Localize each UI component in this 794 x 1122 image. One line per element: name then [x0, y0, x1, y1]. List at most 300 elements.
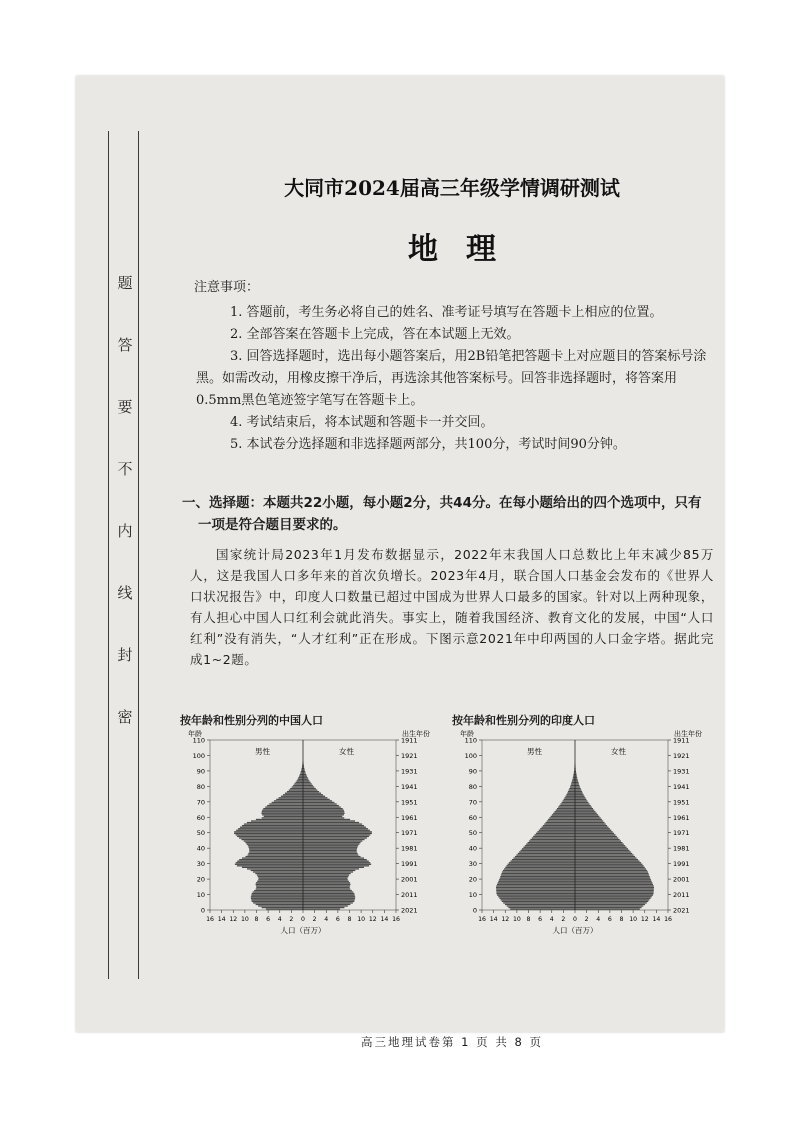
x-axis-label: 人口（百万） — [280, 926, 326, 935]
female-bar — [303, 895, 355, 896]
age-tick-label: 90 — [196, 767, 205, 776]
male-bar — [546, 822, 575, 823]
female-bar — [303, 774, 306, 775]
female-bar — [575, 871, 648, 872]
question-passage: 国家统计局2023年1月发布数据显示，2022年末我国人口总数比上年末减少85万人，这是我国人口多年来的首次负增长。2023年4月，联合国人口基金会发布的《世界人口状况报告》中，印度人口数量已超过中国成为世界人口最多的国家。针对以上两种现象，有人担心中国人口红利会就此消失。事实上，随着我国经济、教育文化的发展，中国“人口红利”没有消失，“人才红利”正在形成。下图示意2021年中印两国的人口金字塔。据此完成1~2题。 — [190, 547, 715, 667]
birth-year-tick-label: 1991 — [401, 860, 418, 869]
female-bar — [303, 828, 368, 829]
x-tick-label: 14 — [380, 916, 389, 923]
male-bar — [526, 844, 575, 845]
male-bar — [239, 859, 303, 860]
female-bar — [575, 845, 625, 846]
female-bar — [303, 819, 350, 820]
female-bar — [575, 908, 640, 909]
age-tick-label: 80 — [196, 782, 205, 791]
y-axis-label: 年龄 — [460, 730, 474, 738]
male-bar — [522, 848, 575, 849]
female-bar — [303, 904, 350, 905]
female-bar — [575, 785, 579, 786]
male-bar — [248, 845, 303, 846]
male-bar — [507, 905, 575, 906]
female-bar — [303, 799, 330, 800]
male-bar — [258, 905, 303, 906]
male-bar — [256, 888, 303, 889]
male-bar — [237, 865, 303, 866]
male-bar — [505, 867, 575, 868]
female-bar — [303, 837, 367, 838]
binding-line — [108, 131, 109, 979]
male-bar — [498, 896, 575, 897]
x-tick-label: 6 — [538, 916, 543, 923]
male-bar — [562, 802, 575, 803]
female-bar — [303, 896, 355, 897]
x-tick-label: 16 — [206, 916, 214, 923]
male-bar — [572, 780, 575, 781]
female-bar — [575, 856, 635, 857]
female-bar — [303, 907, 344, 908]
notice-item: 3. 回答选择题时，选出每小题答案后，用2B铅笔把答题卡上对应题目的答案标号涂黑。如需改动，用橡皮擦干净后，再选涂其他答案标号。回答非选择题时，将答案用0.5mm黑色笔迹签字笔写在答题卡上。 — [196, 349, 707, 408]
x-tick-label: 4 — [596, 916, 601, 923]
x-tick-label: 12 — [640, 916, 649, 923]
birth-year-tick-label: 2021 — [673, 906, 690, 915]
male-bar — [542, 827, 575, 828]
female-bar — [575, 810, 594, 811]
age-tick-label: 20 — [196, 875, 205, 884]
x-tick-label: 6 — [607, 916, 612, 923]
male-bar — [269, 803, 303, 804]
male-bar — [252, 901, 303, 902]
male-bar — [554, 811, 575, 812]
male-bar — [267, 805, 303, 806]
male-bar — [292, 786, 303, 787]
female-bar — [303, 789, 317, 790]
subject-title: 地理 — [408, 232, 524, 267]
female-bar — [303, 805, 339, 806]
female-bar — [303, 868, 359, 869]
female-bar — [303, 862, 370, 863]
male-bar — [256, 819, 303, 820]
male-bar — [300, 774, 303, 775]
female-bar — [303, 888, 350, 889]
female-bar — [575, 830, 611, 831]
male-bar — [279, 797, 303, 798]
male-bar — [256, 904, 303, 905]
male-bar — [496, 891, 575, 892]
female-bar — [303, 788, 316, 789]
female-bar — [303, 851, 357, 852]
female-bar — [575, 828, 610, 829]
female-bar — [575, 890, 654, 891]
male-bar — [290, 788, 303, 789]
female-bar — [575, 848, 628, 849]
china-pyramid-svg — [180, 728, 432, 948]
male-bar — [298, 777, 303, 778]
female-bar — [575, 870, 647, 871]
age-tick-label: 100 — [192, 751, 205, 760]
china-pyramid-chart — [180, 712, 432, 952]
male-bar — [551, 816, 575, 817]
female-bar — [575, 879, 651, 880]
age-tick-label: 100 — [464, 751, 477, 760]
age-tick-label: 10 — [468, 891, 477, 900]
page-footer: 高三地理试卷第 1 页 共 8 页 — [361, 1035, 543, 1049]
female-bar — [575, 891, 654, 892]
female-bar — [303, 853, 358, 854]
male-bar — [532, 837, 575, 838]
female-bar — [303, 844, 359, 845]
female-bar — [303, 834, 370, 835]
male-bar — [529, 840, 575, 841]
female-bar — [575, 831, 613, 832]
male-bar — [244, 840, 303, 841]
female-bar — [575, 844, 624, 845]
x-tick-label: 4 — [549, 916, 554, 923]
y-axis-label: 年龄 — [188, 730, 202, 738]
female-bar — [303, 803, 337, 804]
male-bar — [256, 885, 303, 886]
female-bar — [303, 780, 309, 781]
male-bar — [247, 844, 303, 845]
female-bar — [303, 779, 308, 780]
male-bar — [558, 806, 575, 807]
male-bar — [242, 825, 303, 826]
female-bar — [303, 891, 353, 892]
age-tick-label: 20 — [468, 875, 477, 884]
female-bar — [303, 820, 355, 821]
female-bar — [303, 876, 348, 877]
y2-axis-label: 出生年份 — [674, 730, 702, 738]
male-bar — [295, 782, 303, 783]
male-bar — [241, 839, 303, 840]
female-bar — [575, 799, 586, 800]
male-bar — [234, 833, 303, 834]
male-bar — [565, 797, 575, 798]
female-bar — [575, 876, 650, 877]
female-bar — [303, 791, 319, 792]
age-tick-label: 30 — [196, 860, 205, 869]
female-bar — [575, 791, 582, 792]
male-bar — [258, 878, 303, 879]
female-bar — [303, 800, 332, 801]
section-heading-line: 一、选择题：本题共22小题，每小题2分，共44分。在每小题给出的四个选项中，只有 — [182, 495, 702, 511]
female-bar — [303, 777, 308, 778]
female-bar — [303, 836, 369, 837]
female-bar — [575, 783, 579, 784]
male-bar — [266, 908, 303, 909]
x-tick-label: 16 — [392, 916, 400, 923]
birth-year-tick-label: 2001 — [401, 875, 418, 884]
male-bar — [509, 862, 575, 863]
male-bar — [566, 794, 575, 795]
female-bar — [575, 814, 598, 815]
x-tick-label: 8 — [619, 916, 624, 923]
binding-margin-text — [116, 276, 134, 772]
male-bar — [253, 891, 303, 892]
female-bar — [575, 898, 651, 899]
x-tick-label: 2 — [312, 916, 317, 923]
age-tick-label: 0 — [472, 906, 477, 915]
section-heading-line: 一项是符合题目要求的。 — [198, 517, 347, 533]
male-bar — [299, 776, 303, 777]
female-bar — [575, 839, 620, 840]
x-tick-label: 14 — [652, 916, 661, 923]
female-bar — [303, 854, 358, 855]
female-bar — [303, 782, 311, 783]
female-bar — [575, 896, 652, 897]
male-bar — [245, 856, 303, 857]
female-bar — [575, 811, 596, 812]
male-bar — [237, 836, 303, 837]
x-tick-label: 12 — [229, 916, 238, 923]
x-tick-label: 2 — [561, 916, 566, 923]
male-bar — [289, 789, 303, 790]
age-tick-label: 50 — [196, 829, 205, 838]
male-bar — [249, 848, 303, 849]
male-bar — [252, 893, 303, 894]
exam-sheet — [76, 76, 724, 1049]
female-bar — [575, 887, 654, 888]
female-bar — [303, 884, 350, 885]
female-bar — [575, 819, 602, 820]
female-bar — [303, 865, 369, 866]
x-tick-label: 4 — [324, 916, 329, 923]
male-label: 男性 — [527, 747, 542, 756]
age-tick-label: 40 — [196, 844, 205, 853]
male-bar — [236, 834, 303, 835]
male-bar — [502, 901, 575, 902]
female-bar — [575, 806, 592, 807]
male-bar — [234, 831, 303, 832]
male-bar — [508, 864, 575, 865]
male-bar — [262, 810, 303, 811]
x-tick-label: 12 — [368, 916, 377, 923]
male-bar — [245, 842, 303, 843]
female-bar — [575, 899, 649, 900]
female-bar — [303, 859, 367, 860]
male-bar — [249, 851, 303, 852]
male-bar — [262, 811, 303, 812]
male-bar — [262, 814, 303, 815]
male-bar — [496, 893, 575, 894]
binding-margin-char: 内 — [117, 522, 133, 540]
female-bar — [303, 885, 350, 886]
birth-year-tick-label: 1911 — [673, 736, 690, 745]
birth-year-tick-label: 1991 — [673, 860, 690, 869]
x-tick-label: 0 — [301, 916, 305, 923]
female-bar — [575, 808, 593, 809]
age-tick-label: 60 — [468, 813, 477, 822]
female-bar — [575, 885, 654, 886]
male-bar — [251, 899, 303, 900]
female-bar — [303, 873, 351, 874]
male-bar — [556, 810, 575, 811]
male-bar — [247, 868, 303, 869]
y2-axis-label: 出生年份 — [402, 730, 430, 738]
female-bar — [303, 902, 353, 903]
binding-margin-char: 线 — [117, 584, 133, 602]
female-bar — [575, 822, 604, 823]
female-bar — [575, 805, 591, 806]
female-bar — [575, 816, 599, 817]
female-bar — [575, 907, 642, 908]
male-bar — [496, 890, 575, 891]
x-tick-label: 4 — [277, 916, 282, 923]
female-bar — [303, 810, 344, 811]
female-bar — [303, 785, 313, 786]
x-tick-label: 2 — [289, 916, 294, 923]
male-bar — [530, 839, 575, 840]
male-bar — [257, 874, 303, 875]
x-tick-label: 16 — [478, 916, 486, 923]
male-bar — [571, 783, 575, 784]
female-bar — [575, 905, 643, 906]
binding-line — [138, 131, 139, 979]
male-bar — [496, 885, 575, 886]
male-bar — [242, 867, 303, 868]
india-pyramid-svg — [452, 728, 704, 948]
female-bar — [303, 806, 341, 807]
female-bar — [303, 825, 364, 826]
male-bar — [251, 820, 303, 821]
male-bar — [240, 827, 303, 828]
male-bar — [569, 789, 575, 790]
male-bar — [255, 873, 303, 874]
male-bar — [272, 802, 303, 803]
female-bar — [303, 874, 349, 875]
age-tick-label: 110 — [192, 736, 205, 745]
female-bar — [303, 847, 357, 848]
female-bar — [575, 796, 585, 797]
male-bar — [510, 908, 575, 909]
female-bar — [303, 830, 370, 831]
male-bar — [513, 857, 575, 858]
female-bar — [575, 840, 621, 841]
x-tick-label: 12 — [501, 916, 510, 923]
age-tick-label: 90 — [468, 767, 477, 776]
female-bar — [303, 882, 350, 883]
male-bar — [547, 820, 575, 821]
female-bar — [303, 776, 307, 777]
birth-year-tick-label: 2011 — [673, 891, 690, 900]
female-bar — [303, 864, 371, 865]
female-bar — [575, 786, 580, 787]
male-bar — [497, 895, 575, 896]
female-bar — [575, 836, 617, 837]
exam-title: 大同市2024届高三年级学情调研测试 — [284, 176, 620, 200]
x-tick-label: 10 — [512, 916, 521, 923]
x-tick-label: 8 — [347, 916, 352, 923]
male-bar — [262, 907, 303, 908]
male-bar — [247, 822, 303, 823]
age-tick-label: 60 — [196, 813, 205, 822]
male-bar — [525, 845, 575, 846]
male-bar — [540, 828, 575, 829]
female-bar — [303, 848, 357, 849]
female-bar — [303, 808, 343, 809]
notice-item: 4. 考试结束后，将本试题和答题卡一并交回。 — [230, 415, 494, 430]
birth-year-tick-label: 1921 — [673, 751, 690, 760]
birth-year-tick-label: 1911 — [401, 736, 418, 745]
male-bar — [283, 794, 303, 795]
male-bar — [236, 830, 303, 831]
female-bar — [575, 800, 587, 801]
female-bar — [303, 893, 354, 894]
female-bar — [575, 881, 652, 882]
male-bar — [502, 871, 575, 872]
male-bar — [501, 899, 575, 900]
female-bar — [303, 887, 350, 888]
birth-year-tick-label: 2011 — [401, 891, 418, 900]
female-bar — [303, 905, 348, 906]
male-bar — [238, 828, 303, 829]
notice-heading: 注意事项： — [194, 280, 260, 295]
x-tick-label: 16 — [664, 916, 672, 923]
male-bar — [497, 884, 575, 885]
male-bar — [263, 808, 303, 809]
female-bar — [575, 827, 608, 828]
female-bar — [575, 854, 634, 855]
female-bar — [575, 853, 632, 854]
binding-margin-char: 答 — [117, 336, 133, 354]
male-bar — [544, 823, 575, 824]
female-bar — [303, 772, 306, 773]
male-bar — [249, 850, 303, 851]
female-bar — [303, 856, 361, 857]
male-bar — [536, 833, 575, 834]
female-bar — [303, 833, 372, 834]
male-bar — [285, 793, 303, 794]
male-bar — [258, 879, 303, 880]
female-bar — [575, 825, 607, 826]
female-bar — [303, 797, 327, 798]
male-bar — [261, 813, 303, 814]
female-bar — [575, 793, 583, 794]
male-bar — [563, 800, 575, 801]
female-bar — [303, 898, 355, 899]
male-bar — [549, 817, 575, 818]
male-bar — [533, 836, 575, 837]
female-bar — [303, 908, 340, 909]
female-bar — [575, 794, 584, 795]
male-bar — [571, 785, 575, 786]
age-tick-label: 10 — [196, 891, 205, 900]
female-bar — [575, 888, 654, 889]
female-bar — [575, 857, 637, 858]
notice-item: 2. 全部答案在答题卡上完成，答在本试题上无效。 — [230, 327, 520, 342]
male-bar — [253, 902, 303, 903]
female-bar — [575, 865, 644, 866]
birth-year-tick-label: 1961 — [401, 813, 418, 822]
female-bar — [303, 899, 355, 900]
male-label: 男性 — [255, 747, 270, 756]
male-bar — [504, 868, 575, 869]
male-bar — [265, 806, 303, 807]
male-bar — [256, 882, 303, 883]
birth-year-tick-label: 1971 — [401, 829, 418, 838]
birth-year-tick-label: 2001 — [673, 875, 690, 884]
age-tick-label: 30 — [468, 860, 477, 869]
male-bar — [552, 814, 575, 815]
female-bar — [575, 788, 581, 789]
x-tick-label: 8 — [254, 916, 259, 923]
male-bar — [506, 865, 575, 866]
male-bar — [510, 861, 575, 862]
female-bar — [575, 820, 603, 821]
female-bar — [303, 878, 348, 879]
notice-list — [196, 302, 716, 456]
india-pyramid-chart — [452, 712, 704, 952]
male-bar — [496, 887, 575, 888]
